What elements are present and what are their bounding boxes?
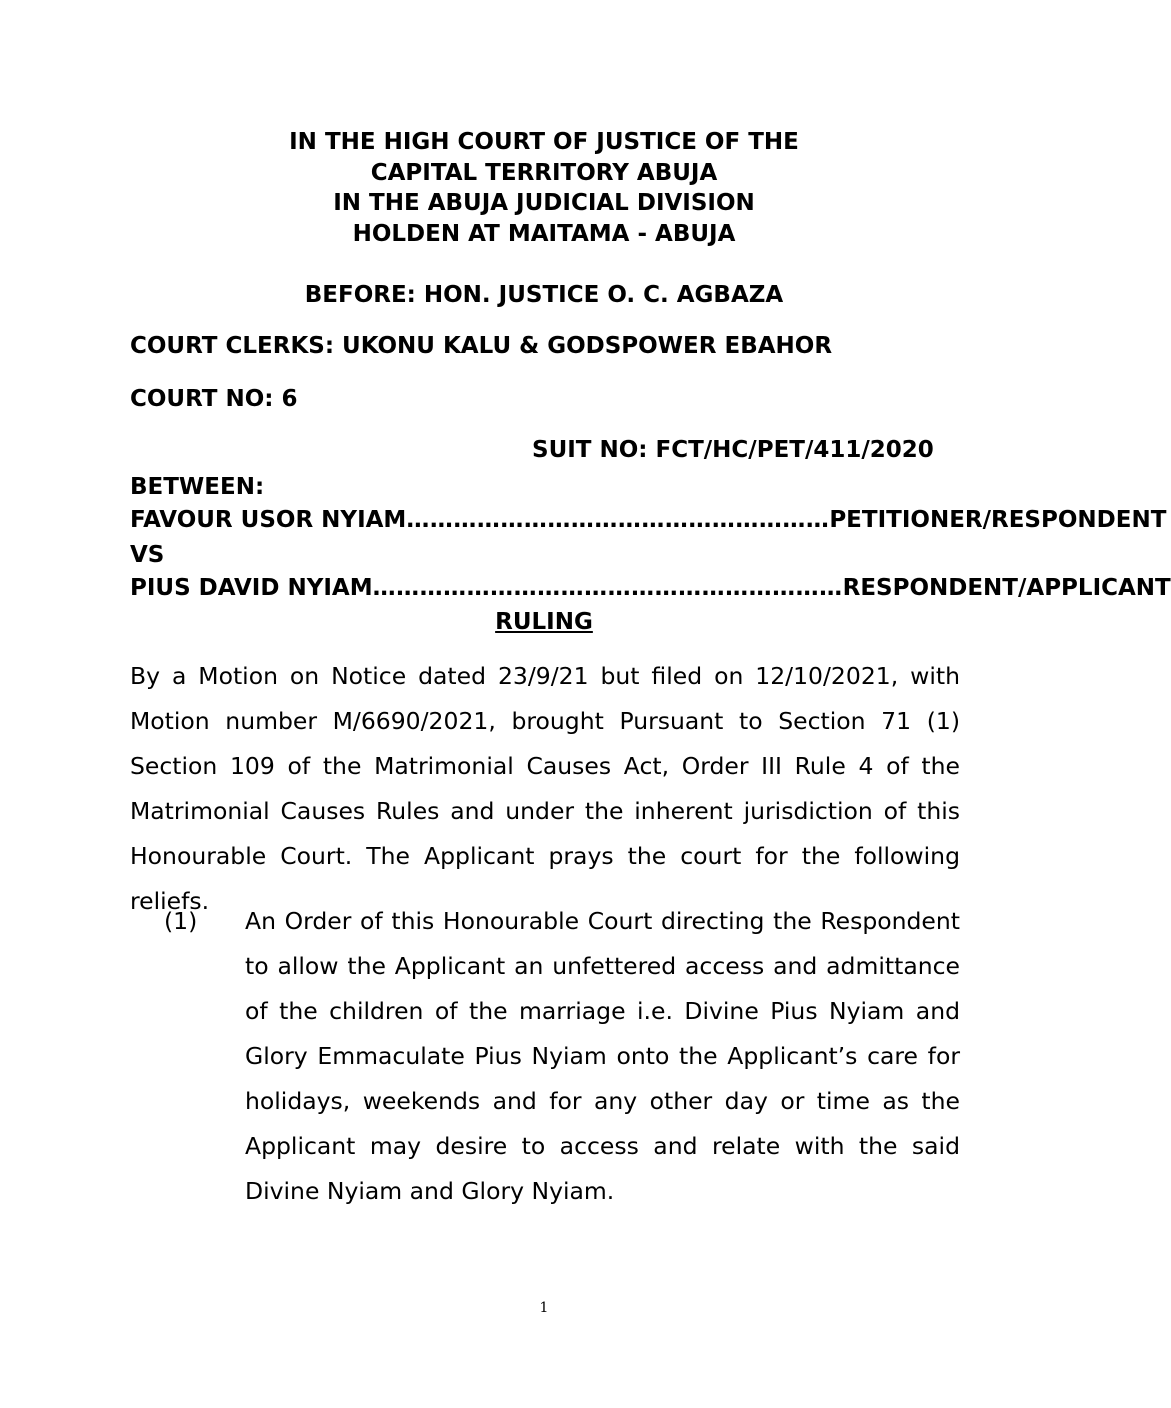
party-leader-dots: ……………………………………………………	[372, 575, 843, 601]
party-role: PETITIONER/RESPONDENT	[829, 507, 1167, 533]
relief-text: An Order of this Honourable Court directing the Respondent to allow the Applicant an unfettered access and admittance of the children of the marriage i.e. Divine Pius Nyiam and Glory Emmaculate Pius Nyiam onto the Applicant’s care for holidays, weekends and for any other day or time as the Applicant may desire to access and relate with the said Divine Nyiam and Glory Nyiam.	[245, 907, 960, 1205]
court-heading-line-2: CAPITAL TERRITORY ABUJA	[370, 159, 718, 186]
party-name: FAVOUR USOR NYIAM	[130, 507, 407, 533]
page-number: 1	[539, 1300, 549, 1316]
versus-label: VS	[130, 542, 165, 568]
between-label: BETWEEN:	[130, 474, 265, 500]
party-name: PIUS DAVID NYIAM	[130, 575, 373, 601]
court-heading	[130, 127, 958, 249]
court-heading-line-4: HOLDEN AT MAITAMA - ABUJA	[352, 220, 736, 247]
party-role: RESPONDENT/APPLICANT	[842, 575, 1171, 601]
court-heading-line-1: IN THE HIGH COURT OF JUSTICE OF THE	[289, 129, 799, 155]
body-paragraph: By a Motion on Notice dated 23/9/21 but filed on 12/10/2021, with Motion number M/6690/2021, brought Pursuant to Section 71 (1) Section 109 of the Matrimonial Causes Act, Order III Rule 4 of the Matrimonial Causes Rules and under the inherent jurisdiction of this Honourable Court. The Applicant prays the court for the following reliefs.	[130, 662, 960, 915]
court-number: COURT NO: 6	[130, 386, 298, 412]
court-heading-line-3: IN THE ABUJA JUDICIAL DIVISION	[333, 190, 755, 216]
party-respondent	[130, 575, 1171, 601]
court-clerks: COURT CLERKS: UKONU KALU & GODSPOWER EBAHOR	[130, 333, 833, 359]
party-petitioner	[130, 507, 1167, 533]
party-leader-dots: ………………………………………………	[406, 507, 830, 533]
ruling-title: RULING	[495, 609, 593, 635]
relief-number: (1)	[164, 907, 198, 935]
suit-number: SUIT NO: FCT/HC/PET/411/2020	[532, 437, 934, 463]
before-judge: BEFORE: HON. JUSTICE O. C. AGBAZA	[304, 282, 784, 308]
